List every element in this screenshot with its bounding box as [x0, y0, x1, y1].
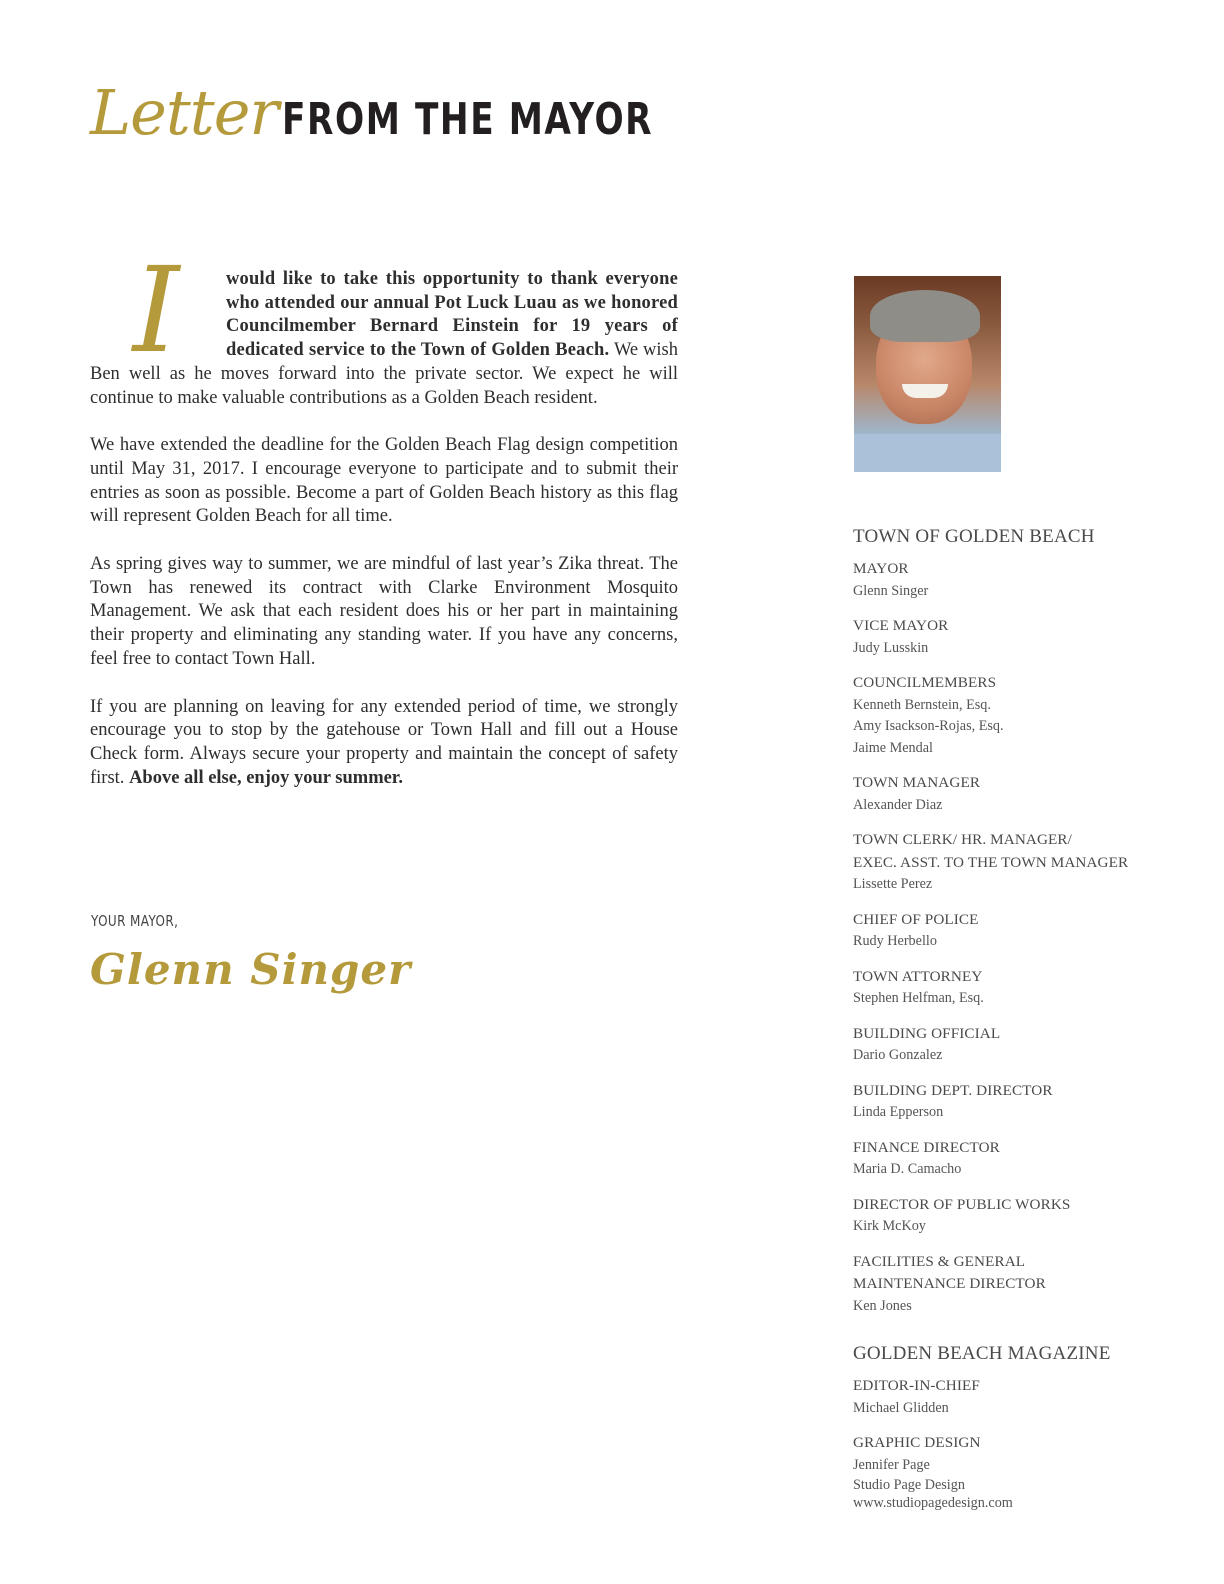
- town-entry: [853, 1080, 1183, 1124]
- staff-name: Kirk McKoy: [853, 1218, 926, 1234]
- town-entry: [853, 1023, 1183, 1067]
- photo-smile: [902, 384, 948, 398]
- staff-role: TOWN ATTORNEY: [853, 967, 983, 985]
- staff-name: Linda Epperson: [853, 1104, 944, 1120]
- staff-role: COUNCILMEMBERS: [853, 674, 997, 691]
- mayor-photo: [854, 276, 1001, 472]
- title-script-word: Letter: [90, 76, 279, 149]
- staff-name: Studio Page Design: [853, 1477, 965, 1493]
- staff-name: Alexander Diaz: [853, 796, 943, 813]
- staff-name: Stephen Helfman, Esq.: [853, 990, 984, 1006]
- title-main-text: FROM THE MAYOR: [282, 94, 654, 145]
- staff-name: Judy Lusskin: [853, 639, 929, 656]
- signoff: YOUR MAYOR,: [91, 912, 179, 930]
- letter-paragraph-1: [90, 241, 679, 410]
- staff-name: Jennifer Page: [853, 1456, 930, 1473]
- letter-paragraph-2: We have extended the deadline for the Golden Beach Flag design competition until May 31, 2017. I encourage everyone to participate and to submit their entries as soon as possible. Become a part of Golden Beach history as this flag will represent Golden Beach for all time.: [90, 435, 678, 527]
- letter-paragraph-4-text: If you are planning on leaving for any extended period of time, we strongly encourage you to stop by the gatehouse or Town Hall and fill out a House Check form. Always secure your property and maintain the concept of safety first.: [90, 696, 678, 788]
- staff-role: CHIEF OF POLICE: [853, 910, 979, 928]
- town-heading: TOWN OF GOLDEN BEACH: [853, 526, 1095, 547]
- staff-role: MAINTENANCE DIRECTOR: [853, 1275, 1046, 1292]
- town-entry: [853, 966, 1183, 1010]
- magazine-entry: [853, 1432, 1183, 1512]
- town-entry: [853, 1194, 1183, 1238]
- staff-name: www.studiopagedesign.com: [853, 1495, 1013, 1511]
- staff-name: Maria D. Camacho: [853, 1161, 962, 1177]
- staff-name: Ken Jones: [853, 1297, 912, 1314]
- staff-role: GRAPHIC DESIGN: [853, 1434, 981, 1451]
- photo-hair: [870, 290, 980, 342]
- staff-role: VICE MAYOR: [853, 617, 949, 634]
- staff-name: Amy Isackson-Rojas, Esq.: [853, 718, 1004, 734]
- town-entry: [853, 615, 1183, 659]
- letter-paragraph-1-rest: We wish Ben well as he moves forward into the private sector. We expect he will continue to make valuable contributions as a Golden Beach resident.: [90, 340, 679, 408]
- letter-body: [90, 241, 679, 814]
- staff-name: Jaime Mendal: [853, 739, 933, 756]
- staff-role: TOWN CLERK/ HR. MANAGER/: [853, 831, 1072, 848]
- letter-paragraph-4: [90, 696, 678, 791]
- staff-role: BUILDING DEPT. DIRECTOR: [853, 1081, 1053, 1099]
- mayor-signature: Glenn Singer: [90, 945, 412, 994]
- staff-role: FACILITIES & GENERAL: [853, 1252, 1026, 1270]
- staff-role: FINANCE DIRECTOR: [853, 1138, 1000, 1156]
- staff-name: Rudy Herbello: [853, 933, 937, 949]
- letter-paragraph-3: As spring gives way to summer, we are mindful of last year’s Zika threat. The Town has renewed its contract with Clarke Environment Mosquito Management. We ask that each resident does his or her part in maintaining their property and eliminating any standing water. If you have any concerns, feel free to contact Town Hall.: [90, 554, 678, 669]
- staff-name: Michael Glidden: [853, 1399, 949, 1416]
- letter-lead-bold: would like to take this opportunity to thank everyone who attended our annual Pot Luck Luau as we honored Councilmember Bernard Einstein for 19 years of dedicated service to the Town of Golden Beach.: [226, 269, 678, 361]
- town-entry: [853, 772, 1183, 816]
- staff-name: Kenneth Bernstein, Esq.: [853, 696, 991, 713]
- town-entry: [853, 829, 1183, 896]
- staff-role: EXEC. ASST. TO THE TOWN MANAGER: [853, 853, 1129, 871]
- town-entry: [853, 1137, 1183, 1181]
- staff-name: Lissette Perez: [853, 876, 933, 892]
- magazine-entry: [853, 1375, 1183, 1419]
- staff-role: EDITOR-IN-CHIEF: [853, 1377, 980, 1394]
- town-entry: [853, 558, 1183, 602]
- staff-role: TOWN MANAGER: [853, 774, 981, 791]
- staff-role: DIRECTOR OF PUBLIC WORKS: [853, 1195, 1071, 1213]
- staff-name: Dario Gonzalez: [853, 1047, 943, 1063]
- staff-role: BUILDING OFFICIAL: [853, 1024, 1001, 1042]
- photo-shirt: [854, 434, 1001, 472]
- town-entry: [853, 909, 1183, 953]
- magazine-heading: GOLDEN BEACH MAGAZINE: [853, 1343, 1111, 1364]
- staff-role: MAYOR: [853, 560, 909, 577]
- magazine-staff-list: [853, 1375, 1183, 1512]
- town-entry: [853, 1251, 1183, 1318]
- letter-closing-bold: Above all else, enjoy your summer.: [129, 767, 403, 788]
- page-title: [90, 76, 758, 149]
- staff-name: Glenn Singer: [853, 582, 929, 599]
- town-entry: [853, 672, 1183, 759]
- town-staff-list: [853, 558, 1183, 1317]
- staff-directory: [853, 526, 1183, 1525]
- dropcap-letter: I: [132, 241, 180, 379]
